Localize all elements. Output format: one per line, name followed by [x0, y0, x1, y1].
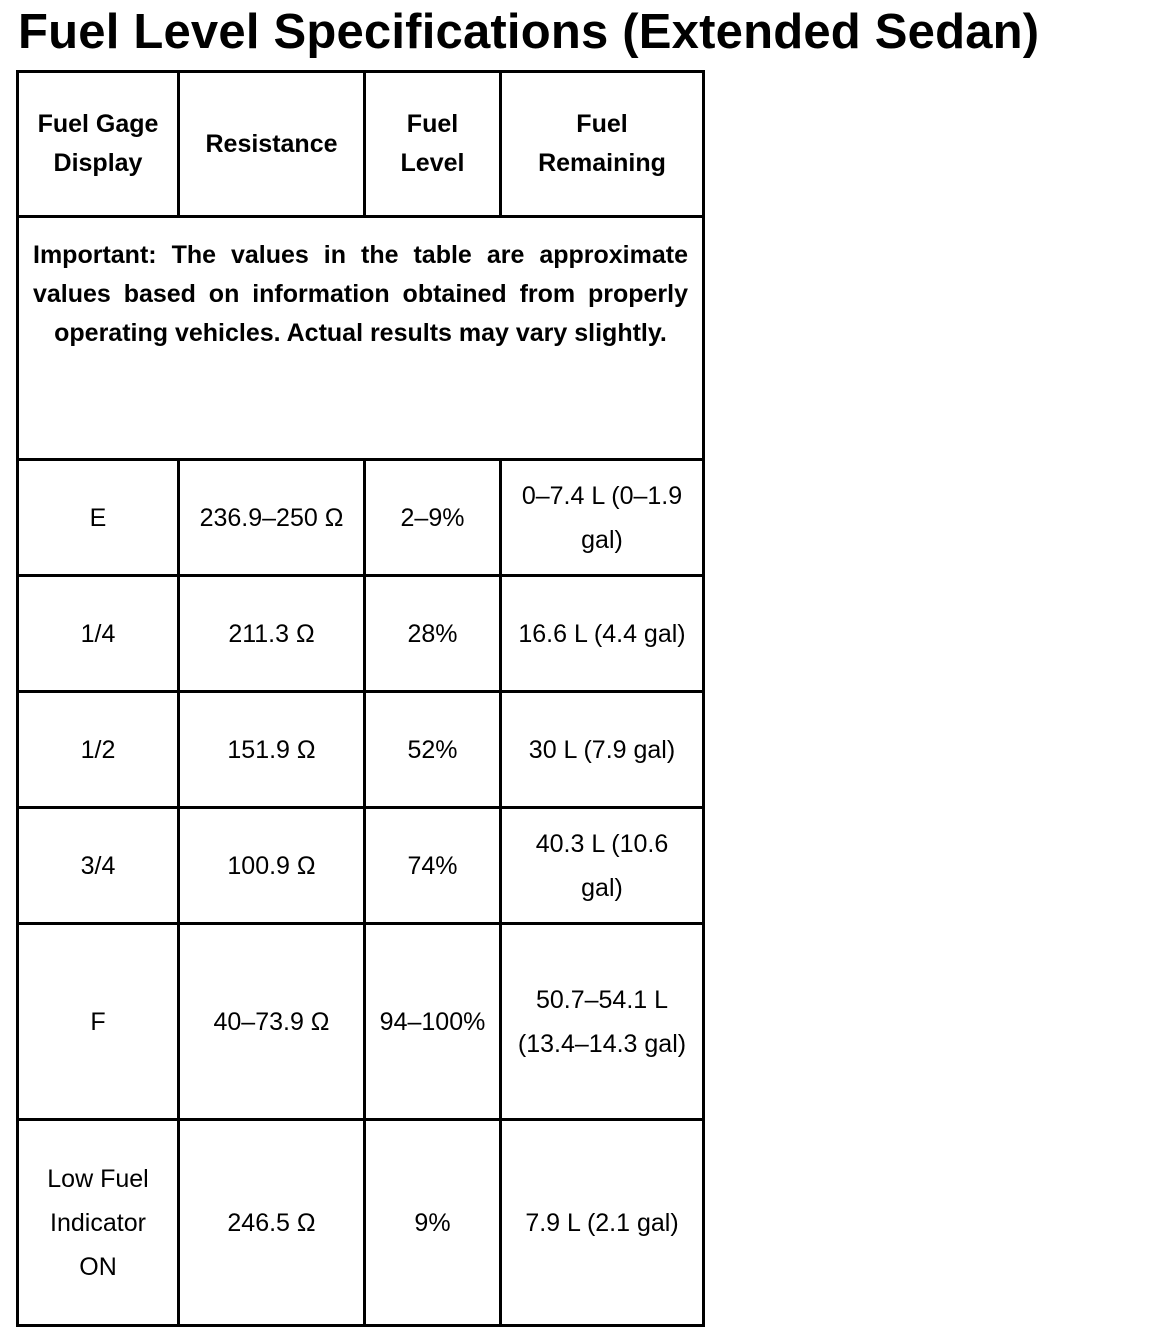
table-row [18, 808, 704, 924]
table-row [18, 692, 704, 808]
header-fuel-level: Fuel Level [365, 72, 501, 217]
note-cell [18, 217, 704, 460]
cell-fuel-remaining: 0–7.4 L (0–1.9 gal) [501, 460, 704, 576]
cell-fuel-level: 28% [365, 576, 501, 692]
cell-resistance: 40–73.9 Ω [179, 924, 365, 1120]
header-fuel-remaining: Fuel Remaining [501, 72, 704, 217]
cell-fuel-level: 74% [365, 808, 501, 924]
table-row [18, 924, 704, 1120]
table-row [18, 576, 704, 692]
cell-resistance: 211.3 Ω [179, 576, 365, 692]
cell-fuel-remaining: 7.9 L (2.1 gal) [501, 1120, 704, 1326]
cell-fuel-level: 2–9% [365, 460, 501, 576]
cell-gage-display: 3/4 [18, 808, 179, 924]
cell-fuel-remaining: 50.7–54.1 L (13.4–14.3 gal) [501, 924, 704, 1120]
cell-resistance: 236.9–250 Ω [179, 460, 365, 576]
cell-resistance: 151.9 Ω [179, 692, 365, 808]
fuel-level-spec-table [16, 70, 705, 1327]
cell-gage-display: E [18, 460, 179, 576]
cell-fuel-level: 52% [365, 692, 501, 808]
cell-gage-display: F [18, 924, 179, 1120]
cell-gage-display: 1/4 [18, 576, 179, 692]
cell-resistance: 246.5 Ω [179, 1120, 365, 1326]
header-resistance: Resistance [179, 72, 365, 217]
table-row [18, 1120, 704, 1326]
page-title: Fuel Level Specifications (Extended Sedan) [18, 5, 1040, 59]
table-header-row [18, 72, 704, 217]
cell-gage-display: 1/2 [18, 692, 179, 808]
table-note-row [18, 217, 704, 460]
cell-fuel-remaining: 16.6 L (4.4 gal) [501, 576, 704, 692]
cell-fuel-remaining: 30 L (7.9 gal) [501, 692, 704, 808]
cell-resistance: 100.9 Ω [179, 808, 365, 924]
cell-gage-display: Low Fuel Indicator ON [18, 1120, 179, 1326]
important-note: Important: The values in the table are approximate values based on information obtained from properly operating vehicles. Actual results may vary slightly. [33, 241, 688, 347]
header-fuel-gage-display: Fuel Gage Display [18, 72, 179, 217]
cell-fuel-level: 9% [365, 1120, 501, 1326]
table-row [18, 460, 704, 576]
cell-fuel-remaining: 40.3 L (10.6 gal) [501, 808, 704, 924]
cell-fuel-level: 94–100% [365, 924, 501, 1120]
